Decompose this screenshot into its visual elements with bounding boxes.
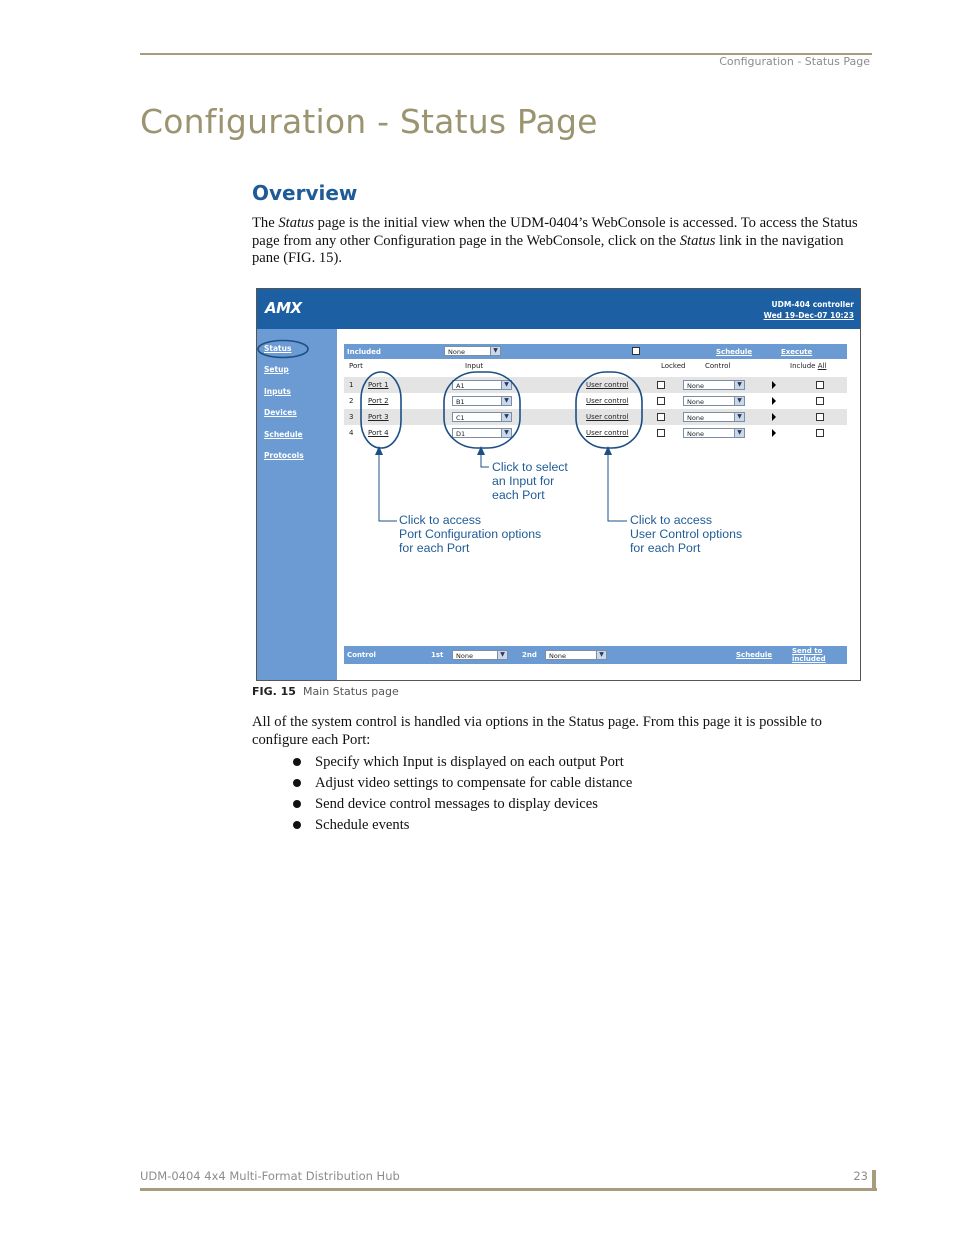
input-select[interactable]: C1 ▼ bbox=[452, 412, 512, 422]
row-number: 4 bbox=[349, 429, 354, 437]
bullet-icon bbox=[293, 779, 301, 787]
chevron-down-icon: ▼ bbox=[501, 413, 511, 421]
port-leader-line bbox=[379, 454, 397, 521]
col-control: Control bbox=[705, 362, 731, 370]
second-label: 2nd bbox=[522, 651, 537, 659]
bullet-list bbox=[293, 752, 632, 836]
bullet-icon bbox=[293, 821, 301, 829]
bullet-icon bbox=[293, 800, 301, 808]
row-number: 1 bbox=[349, 381, 354, 389]
port-link[interactable]: Port 2 bbox=[368, 397, 389, 405]
user-control-link[interactable]: User control bbox=[586, 429, 629, 437]
first-label: 1st bbox=[431, 651, 444, 659]
nav-setup[interactable]: Setup bbox=[264, 365, 289, 374]
first-select[interactable]: None ▼ bbox=[452, 650, 508, 660]
chevron-down-icon: ▼ bbox=[734, 413, 744, 421]
input-select[interactable]: A1 ▼ bbox=[452, 380, 512, 390]
port-link[interactable]: Port 4 bbox=[368, 429, 389, 437]
nav-schedule[interactable]: Schedule bbox=[264, 430, 303, 439]
row-number: 2 bbox=[349, 397, 354, 405]
footer-rule-tick bbox=[872, 1170, 876, 1191]
nav-devices[interactable]: Devices bbox=[264, 408, 297, 417]
input-column-oval bbox=[444, 372, 520, 448]
chevron-down-icon: ▼ bbox=[734, 397, 744, 405]
col-locked: Locked bbox=[661, 362, 686, 370]
status-page-screenshot bbox=[256, 288, 861, 681]
page-title: Configuration - Status Page bbox=[140, 102, 598, 141]
input-select[interactable]: D1 ▼ bbox=[452, 428, 512, 438]
control-select[interactable]: None ▼ bbox=[683, 380, 745, 390]
col-input: Input bbox=[465, 362, 484, 370]
send-to-included-link[interactable]: Send to included bbox=[792, 647, 826, 663]
input-leader-line bbox=[481, 454, 489, 467]
control-select[interactable]: None ▼ bbox=[683, 396, 745, 406]
callout-port: Click to access Port Configuration options for each Port bbox=[399, 513, 542, 555]
chevron-down-icon: ▼ bbox=[501, 429, 511, 437]
list-item: Schedule events bbox=[293, 815, 632, 836]
input-select[interactable]: B1 ▼ bbox=[452, 396, 512, 406]
page-number: 23 bbox=[853, 1169, 868, 1183]
list-item: Adjust video settings to compensate for cable distance bbox=[293, 773, 632, 794]
chevron-down-icon: ▼ bbox=[596, 651, 606, 659]
col-port: Port bbox=[349, 362, 363, 370]
list-item: Send device control messages to display devices bbox=[293, 794, 632, 815]
included-select[interactable]: None ▼ bbox=[444, 346, 501, 356]
callout-input: Click to select an Input for each Port bbox=[492, 460, 568, 502]
bullet-icon bbox=[293, 758, 301, 766]
overview-heading: Overview bbox=[252, 181, 358, 205]
user-control-link[interactable]: User control bbox=[586, 413, 629, 421]
row-number: 3 bbox=[349, 413, 354, 421]
schedule-link[interactable]: Schedule bbox=[716, 348, 753, 356]
overview-paragraph: The Status page is the initial view when the UDM-0404’s WebConsole is accessed. To access the Status page from any other Configuration page in the WebConsole, click on the Status link in the navigation pane (FIG. 15). bbox=[252, 215, 858, 267]
port-column-oval bbox=[361, 372, 401, 448]
user-control-column-oval bbox=[576, 372, 642, 448]
include-all-link[interactable]: All bbox=[817, 362, 827, 370]
control-select[interactable]: None ▼ bbox=[683, 412, 745, 422]
second-select[interactable]: None ▼ bbox=[545, 650, 607, 660]
user-control-link[interactable]: User control bbox=[586, 397, 629, 405]
controller-date[interactable]: Wed 19-Dec-07 10:23 bbox=[763, 311, 854, 320]
chevron-down-icon: ▼ bbox=[490, 347, 500, 355]
chevron-down-icon: ▼ bbox=[734, 429, 744, 437]
figure-label: FIG. 15 bbox=[252, 685, 296, 698]
nav-inputs[interactable]: Inputs bbox=[264, 387, 291, 396]
chevron-down-icon: ▼ bbox=[501, 381, 511, 389]
body-paragraph: All of the system control is handled via options in the Status page. From this page it is possible to configure each Port: bbox=[252, 714, 822, 748]
control-label: Control bbox=[347, 651, 376, 659]
col-include: Include All bbox=[790, 362, 827, 370]
chevron-down-icon: ▼ bbox=[497, 651, 507, 659]
user-control-leader-line bbox=[608, 454, 627, 521]
bottom-schedule-link[interactable]: Schedule bbox=[736, 651, 773, 659]
port-link[interactable]: Port 1 bbox=[368, 381, 389, 389]
callout-user-control: Click to access User Control options for each Port bbox=[630, 513, 743, 555]
control-select[interactable]: None ▼ bbox=[683, 428, 745, 438]
nav-status[interactable]: Status bbox=[264, 344, 292, 353]
figure-caption bbox=[252, 685, 399, 698]
list-item: Specify which Input is displayed on each output Port bbox=[293, 752, 632, 773]
running-header: Configuration - Status Page bbox=[719, 55, 870, 68]
port-link[interactable]: Port 3 bbox=[368, 413, 389, 421]
user-control-link[interactable]: User control bbox=[586, 381, 629, 389]
status-nav-highlight bbox=[258, 341, 308, 358]
footer-title: UDM-0404 4x4 Multi-Format Distribution Hub bbox=[140, 1169, 400, 1183]
footer-rule bbox=[140, 1188, 877, 1191]
execute-link[interactable]: Execute bbox=[781, 348, 813, 356]
controller-name: UDM-404 controller bbox=[771, 300, 854, 309]
chevron-down-icon: ▼ bbox=[734, 381, 744, 389]
nav-protocols[interactable]: Protocols bbox=[264, 451, 304, 460]
included-label: Included bbox=[347, 348, 381, 356]
chevron-down-icon: ▼ bbox=[501, 397, 511, 405]
amx-logo: AMX bbox=[265, 299, 302, 317]
figure-caption-text: Main Status page bbox=[302, 685, 399, 698]
